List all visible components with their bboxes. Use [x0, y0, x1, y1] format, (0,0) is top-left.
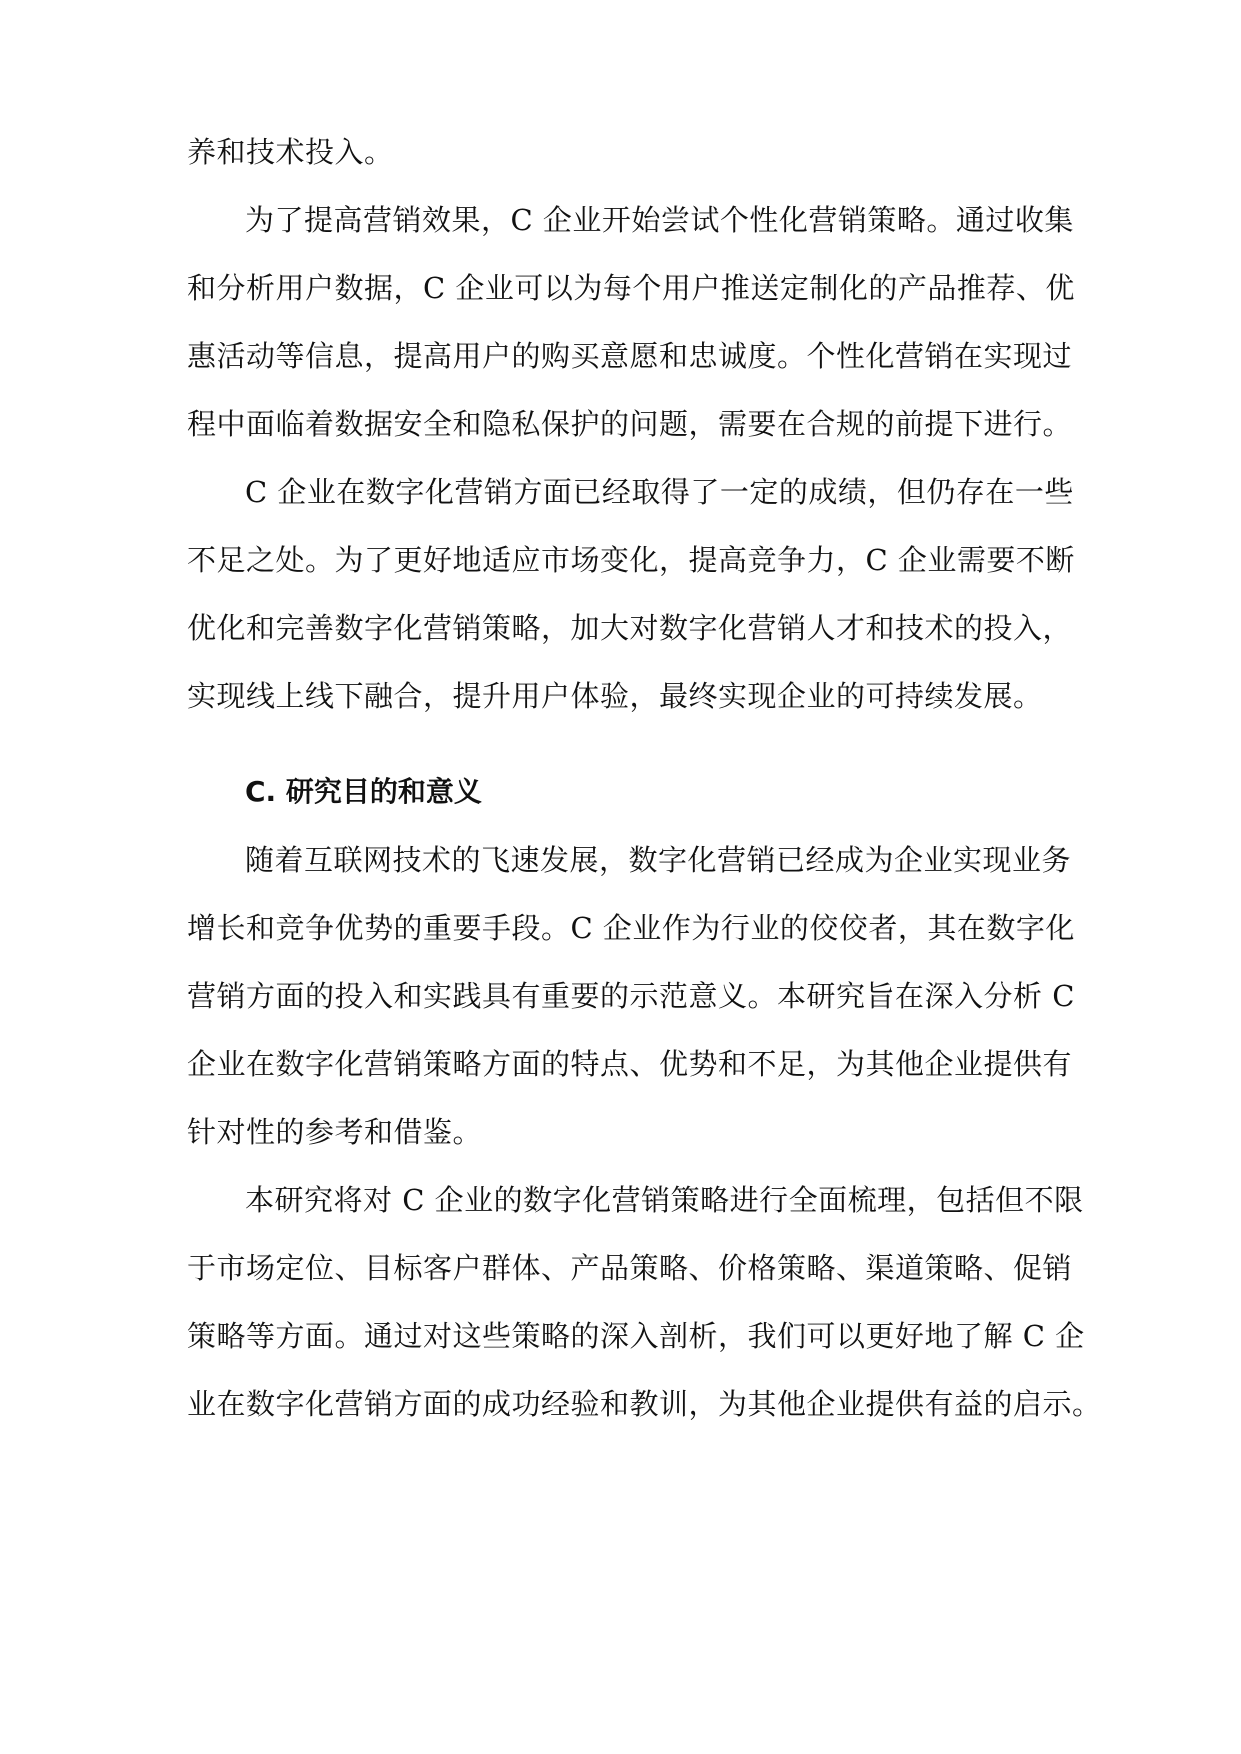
paragraph-line: 于市场定位、目标客户群体、产品策略、价格策略、渠道策略、促销: [187, 1251, 1073, 1285]
paragraph-line: 本研究将对 C 企业的数字化营销策略进行全面梳理，包括但不限: [245, 1183, 1084, 1217]
paragraph-line: 随着互联网技术的飞速发展，数字化营销已经成为企业实现业务: [245, 843, 1072, 877]
paragraph-line: 和分析用户数据，C 企业可以为每个用户推送定制化的产品推荐、优: [187, 271, 1075, 305]
paragraph-line: 营销方面的投入和实践具有重要的示范意义。本研究旨在深入分析 C: [187, 979, 1075, 1013]
paragraph-line: 针对性的参考和借鉴。: [187, 1115, 483, 1149]
paragraph-line: 养和技术投入。: [187, 135, 394, 169]
paragraph-line: C 企业在数字化营销方面已经取得了一定的成绩，但仍存在一些: [245, 475, 1074, 509]
paragraph-line: 实现线上线下融合，提升用户体验，最终实现企业的可持续发展。: [187, 679, 1043, 713]
paragraph-line: 企业在数字化营销策略方面的特点、优势和不足，为其他企业提供有: [187, 1047, 1073, 1081]
paragraph-line: 为了提高营销效果，C 企业开始尝试个性化营销策略。通过收集: [245, 203, 1074, 237]
paragraph-line: 增长和竞争优势的重要手段。C 企业作为行业的佼佼者，其在数字化: [187, 911, 1075, 945]
paragraph-line: 不足之处。为了更好地适应市场变化，提高竞争力，C 企业需要不断: [187, 543, 1075, 577]
paragraph-line: 优化和完善数字化营销策略，加大对数字化营销人才和技术的投入，: [187, 611, 1073, 645]
section-heading: C. 研究目的和意义: [245, 775, 482, 808]
paragraph-line: 业在数字化营销方面的成功经验和教训，为其他企业提供有益的启示。: [187, 1387, 1102, 1421]
paragraph-line: 惠活动等信息，提高用户的购买意愿和忠诚度。个性化营销在实现过: [187, 339, 1073, 373]
paragraph-line: 策略等方面。通过对这些策略的深入剖析，我们可以更好地了解 C 企: [187, 1319, 1085, 1353]
paragraph-line: 程中面临着数据安全和隐私保护的问题，需要在合规的前提下进行。: [187, 407, 1073, 441]
